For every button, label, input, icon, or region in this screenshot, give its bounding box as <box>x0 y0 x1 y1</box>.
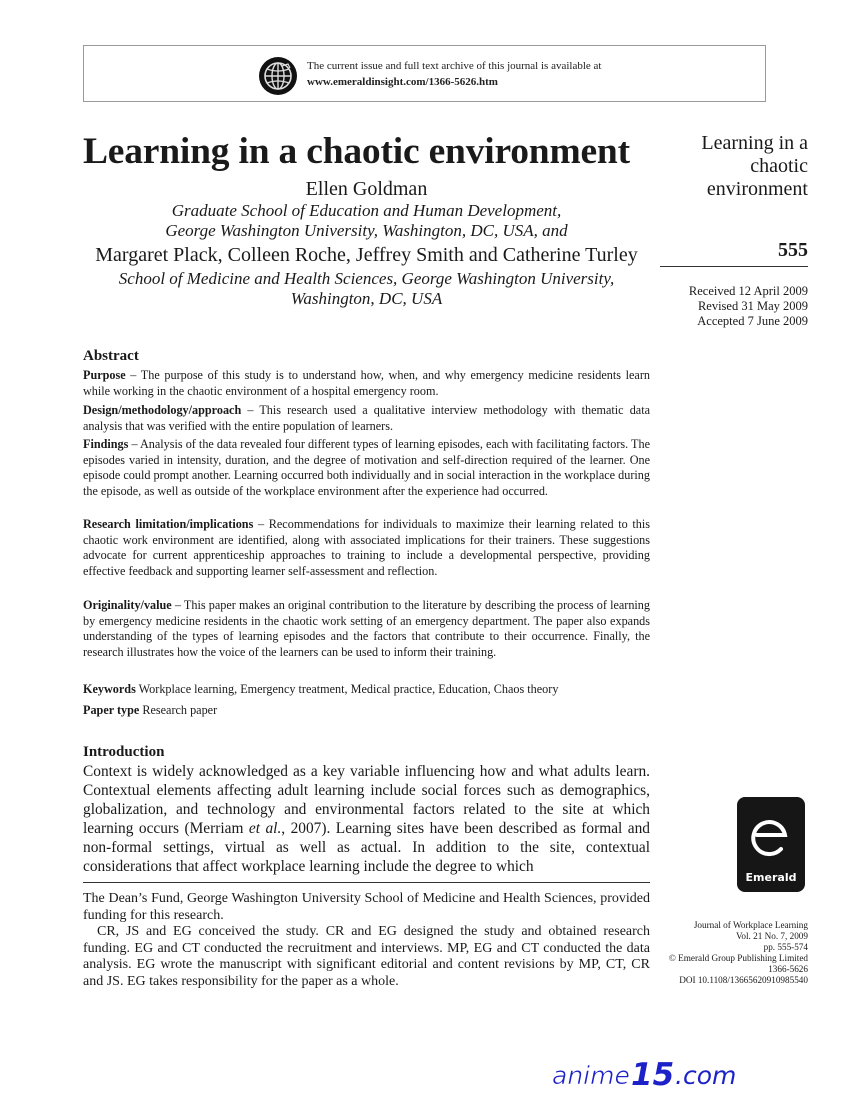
section-text: – Analysis of the data revealed four different types of learning episodes, each with facilitating factors. The episodes varied in intensity, duration, and the degree of motivation and self-direction required of the learner. One episode could prompt another. Learning occurred both individually and in social interaction in the workplace during the episode, as well as outside of the workplace environment after the experience had occurred. <box>83 437 650 498</box>
date-revised: Revised 31 May 2009 <box>697 299 808 313</box>
date-received: Received 12 April 2009 <box>688 284 808 298</box>
watermark-logo <box>548 1052 758 1092</box>
section-label: Design/methodology/approach <box>83 403 242 417</box>
journal-name: Journal of Workplace Learning <box>693 920 808 930</box>
running-title-line: Learning in a <box>701 132 808 154</box>
paper-title: Learning in a chaotic environment <box>83 131 630 172</box>
svg-text:anime: anime <box>552 1061 630 1090</box>
footnote <box>83 891 650 990</box>
intro-citation: et al. <box>248 820 282 837</box>
abstract-purpose <box>83 368 650 399</box>
journal-issn: 1366-5626 <box>768 964 808 974</box>
journal-copyright: © Emerald Group Publishing Limited <box>668 953 808 963</box>
journal-pages: pp. 555-574 <box>763 942 808 952</box>
running-title-line: chaotic <box>750 155 808 177</box>
affiliation-line: School of Medicine and Health Sciences, George Washington University, <box>118 269 615 288</box>
section-label: Findings <box>83 437 129 451</box>
section-label: Research limitation/implications <box>83 517 254 531</box>
section-text: – This paper makes an original contribution to the literature by describing the process of learning by emergency medicine residents in the chaotic work setting of an emergency department. The paper also expands understanding of the types of learning episodes and the factors that contribute to their occurrence. Finally, the research illustrates how the voice of the learners can be used to inform their training. <box>83 598 650 659</box>
section-label: Originality/value <box>83 598 172 612</box>
introduction-text <box>83 762 650 876</box>
footnote-divider <box>83 882 650 883</box>
svg-text:.com: .com <box>675 1061 737 1090</box>
abstract-limitations <box>83 517 650 579</box>
author-list: Margaret Plack, Colleen Roche, Jeffrey Smith and Catherine Turley <box>95 244 638 266</box>
intro-text: , 2007). Learning sites have been described as formal and non-formal settings, virtual as well as actual. In addition to the site, contextual considerations that affect workplace learning include the degree to which <box>83 820 650 875</box>
affiliation-line: Washington, DC, USA <box>290 289 443 308</box>
section-text: – This research used a qualitative interview methodology with thematic data analysis that was verified with the entire population of learners. <box>83 403 650 433</box>
journal-volume: Vol. 21 No. 7, 2009 <box>735 931 808 941</box>
page-number: 555 <box>778 239 808 261</box>
abstract-findings <box>83 437 650 499</box>
abstract-paper-type <box>83 703 650 719</box>
author-primary: Ellen Goldman <box>305 178 428 200</box>
abstract-design <box>83 403 650 434</box>
emerald-swirl-icon <box>737 797 805 872</box>
svg-text:15: 15 <box>631 1057 675 1092</box>
journal-doi: DOI 10.1108/13665620910985540 <box>679 975 808 985</box>
section-text: – Recommendations for individuals to maximize their learning related to this chaotic work environment are identified, along with associated implications for their trainers. These suggestions advocate for current apprenticeship approaches to training to include a developmental perspective, providing effective feedback and supporting learner self-assessment and reflection. <box>83 517 650 578</box>
footnote-contributions: CR, JS and EG conceived the study. CR and EG designed the study and obtained research funding. EG and CT conducted the recruitment and interviews. MP, EG and CT conducted the data analysis. EG wrote the manuscript with significant editorial and content revisions by MP, CT, CR and JS. EG takes responsibility for the paper as a whole. <box>83 924 650 989</box>
section-text: – The purpose of this study is to understand how, when, and why emergency medicine residents learn while working in the chaotic environment of a hospital emergency room. <box>83 368 650 398</box>
section-text: Workplace learning, Emergency treatment, Medical practice, Education, Chaos theory <box>135 682 559 696</box>
section-text: Research paper <box>139 703 218 717</box>
emerald-logo <box>737 797 805 892</box>
intro-text: Context is widely acknowledged as a key variable influencing how and what adults learn. Contextual elements affecting adult learning include social forces such as demographics, globalization, and technology and environmental factors related to the site at which learning occurs (Merriam <box>83 763 650 837</box>
section-label: Paper type <box>83 703 140 717</box>
logo-label: Emerald <box>745 871 797 884</box>
footnote-funding: The Dean’s Fund, George Washington University School of Medicine and Health Sciences, provided funding for this research. <box>83 891 650 923</box>
introduction-heading: Introduction <box>83 744 165 760</box>
running-title-line: environment <box>706 178 808 200</box>
affiliation-line: George Washington University, Washington, DC, USA, and <box>165 221 568 240</box>
abstract-originality <box>83 598 650 660</box>
abstract-keywords <box>83 682 650 698</box>
running-title <box>662 132 808 201</box>
abstract-heading: Abstract <box>83 348 139 364</box>
date-accepted: Accepted 7 June 2009 <box>697 314 808 328</box>
banner-text <box>307 58 747 90</box>
globe-icon <box>258 56 298 96</box>
section-label: Purpose <box>83 368 126 382</box>
affiliation-line: Graduate School of Education and Human Development, <box>171 201 562 220</box>
section-label: Keywords <box>83 682 136 696</box>
divider <box>660 266 808 267</box>
journal-info <box>650 920 808 986</box>
submission-dates <box>650 284 808 329</box>
banner-line: The current issue and full text archive of this journal is available at <box>307 60 602 72</box>
banner-url-link[interactable]: www.emeraldinsight.com/1366-5626.htm <box>307 76 498 88</box>
